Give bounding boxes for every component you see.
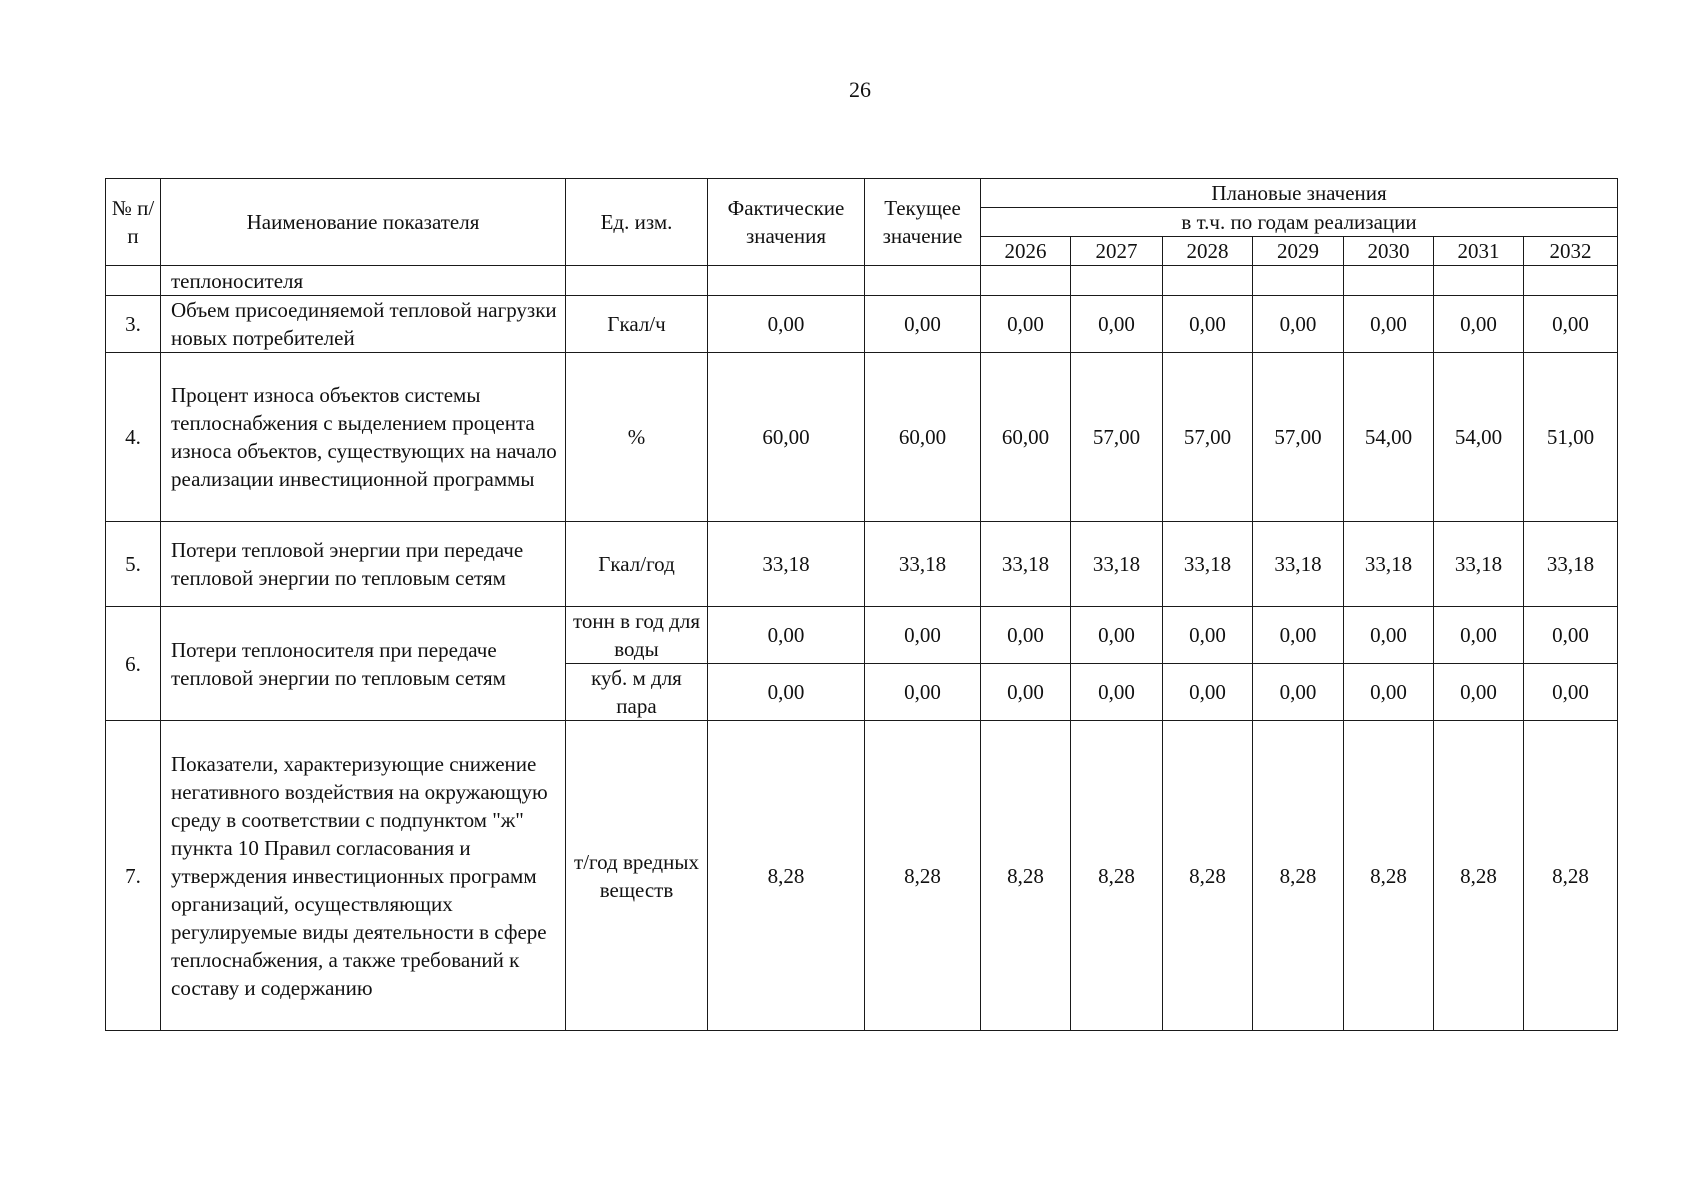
header-fact: Фактические значения — [708, 179, 865, 266]
row-year-value: 0,00 — [1524, 664, 1618, 721]
row-year-value: 33,18 — [1071, 522, 1163, 607]
header-year: 2028 — [1163, 237, 1253, 266]
row-current: 0,00 — [865, 296, 981, 353]
row-fact: 0,00 — [708, 607, 865, 664]
row-name: Показатели, характеризующие снижение негативного воздействия на окружающую среду в соответствии с подпунктом "ж" пункта 10 Правил согласования и утверждения инвестиционных программ организаций, осуществляющих регулируемые виды деятельности в сфере теплоснабжения, а также требований к составу и содержанию — [161, 721, 566, 1031]
row-unit: Гкал/год — [566, 522, 708, 607]
row-fact: 60,00 — [708, 353, 865, 522]
empty-cell — [566, 266, 708, 296]
row-year-value: 0,00 — [1253, 664, 1344, 721]
header-row-1 — [106, 179, 1618, 208]
row-year-value: 33,18 — [1434, 522, 1524, 607]
row-year-value: 0,00 — [1344, 296, 1434, 353]
row-current: 0,00 — [865, 607, 981, 664]
row-year-value: 8,28 — [1163, 721, 1253, 1031]
header-year: 2029 — [1253, 237, 1344, 266]
empty-cell — [981, 266, 1071, 296]
row-name: Объем присоединяемой тепловой нагрузки новых потребителей — [161, 296, 566, 353]
row-num: 5. — [106, 522, 161, 607]
header-planned: Плановые значения — [981, 179, 1618, 208]
row-year-value: 0,00 — [1434, 607, 1524, 664]
row-year-value: 57,00 — [1253, 353, 1344, 522]
row-num — [106, 266, 161, 296]
row-num: 7. — [106, 721, 161, 1031]
indicators-table — [105, 178, 1618, 1031]
empty-cell — [1524, 266, 1618, 296]
row-unit: т/год вредных веществ — [566, 721, 708, 1031]
row-year-value: 33,18 — [1344, 522, 1434, 607]
row-year-value: 0,00 — [1344, 664, 1434, 721]
row-year-value: 0,00 — [1434, 296, 1524, 353]
table-row-7 — [106, 721, 1618, 1031]
row-year-value: 0,00 — [1253, 607, 1344, 664]
header-year: 2032 — [1524, 237, 1618, 266]
empty-cell — [1344, 266, 1434, 296]
row-fact: 0,00 — [708, 664, 865, 721]
table-row-6a — [106, 607, 1618, 664]
header-by-years: в т.ч. по годам реализации — [981, 208, 1618, 237]
row-name: Процент износа объектов системы теплоснабжения с выделением процента износа объектов, существующих на начало реализации инвестиционной программы — [161, 353, 566, 522]
row-year-value: 57,00 — [1163, 353, 1253, 522]
row-current: 60,00 — [865, 353, 981, 522]
row-year-value: 0,00 — [1163, 664, 1253, 721]
row-fact: 0,00 — [708, 296, 865, 353]
row-year-value: 0,00 — [1344, 607, 1434, 664]
row-current: 33,18 — [865, 522, 981, 607]
row-year-value: 33,18 — [1253, 522, 1344, 607]
row-unit: куб. м для пара — [566, 664, 708, 721]
row-year-value: 0,00 — [981, 607, 1071, 664]
row-year-value: 0,00 — [1071, 607, 1163, 664]
row-year-value: 0,00 — [1253, 296, 1344, 353]
row-fact: 33,18 — [708, 522, 865, 607]
row-current: 8,28 — [865, 721, 981, 1031]
row-year-value: 0,00 — [1163, 296, 1253, 353]
row-fact: 8,28 — [708, 721, 865, 1031]
header-current: Текущее значение — [865, 179, 981, 266]
row-year-value: 0,00 — [981, 664, 1071, 721]
empty-cell — [865, 266, 981, 296]
row-year-value: 33,18 — [1163, 522, 1253, 607]
empty-cell — [1163, 266, 1253, 296]
row-year-value: 51,00 — [1524, 353, 1618, 522]
row-year-value: 0,00 — [1071, 296, 1163, 353]
row-num: 3. — [106, 296, 161, 353]
header-num: № п/п — [106, 179, 161, 266]
row-year-value: 0,00 — [1163, 607, 1253, 664]
row-year-value: 54,00 — [1344, 353, 1434, 522]
empty-cell — [1071, 266, 1163, 296]
row-year-value: 0,00 — [1434, 664, 1524, 721]
header-year: 2031 — [1434, 237, 1524, 266]
row-name: Потери теплоносителя при передаче тепловой энергии по тепловым сетям — [161, 607, 566, 721]
table-row-5 — [106, 522, 1618, 607]
header-name: Наименование показателя — [161, 179, 566, 266]
row-year-value: 8,28 — [1253, 721, 1344, 1031]
table-row-3 — [106, 296, 1618, 353]
table-row-continuation — [106, 266, 1618, 296]
row-year-value: 0,00 — [981, 296, 1071, 353]
row-year-value: 33,18 — [981, 522, 1071, 607]
header-year: 2026 — [981, 237, 1071, 266]
row-year-value: 33,18 — [1524, 522, 1618, 607]
row-year-value: 8,28 — [1344, 721, 1434, 1031]
row-name: Потери тепловой энергии при передаче тепловой энергии по тепловым сетям — [161, 522, 566, 607]
row-unit: тонн в год для воды — [566, 607, 708, 664]
row-current: 0,00 — [865, 664, 981, 721]
row-year-value: 8,28 — [1524, 721, 1618, 1031]
header-unit: Ед. изм. — [566, 179, 708, 266]
row-num: 6. — [106, 607, 161, 721]
empty-cell — [1434, 266, 1524, 296]
row-year-value: 8,28 — [1434, 721, 1524, 1031]
empty-cell — [1253, 266, 1344, 296]
row-unit: Гкал/ч — [566, 296, 708, 353]
table-row-4 — [106, 353, 1618, 522]
row-num: 4. — [106, 353, 161, 522]
header-year: 2030 — [1344, 237, 1434, 266]
row-year-value: 60,00 — [981, 353, 1071, 522]
row-year-value: 0,00 — [1071, 664, 1163, 721]
page-number: 26 — [849, 77, 871, 102]
row-year-value: 54,00 — [1434, 353, 1524, 522]
row-year-value: 0,00 — [1524, 296, 1618, 353]
row-year-value: 8,28 — [1071, 721, 1163, 1031]
row-year-value: 57,00 — [1071, 353, 1163, 522]
row-year-value: 8,28 — [981, 721, 1071, 1031]
row-name: теплоносителя — [161, 266, 566, 296]
empty-cell — [708, 266, 865, 296]
row-year-value: 0,00 — [1524, 607, 1618, 664]
row-unit: % — [566, 353, 708, 522]
header-year: 2027 — [1071, 237, 1163, 266]
